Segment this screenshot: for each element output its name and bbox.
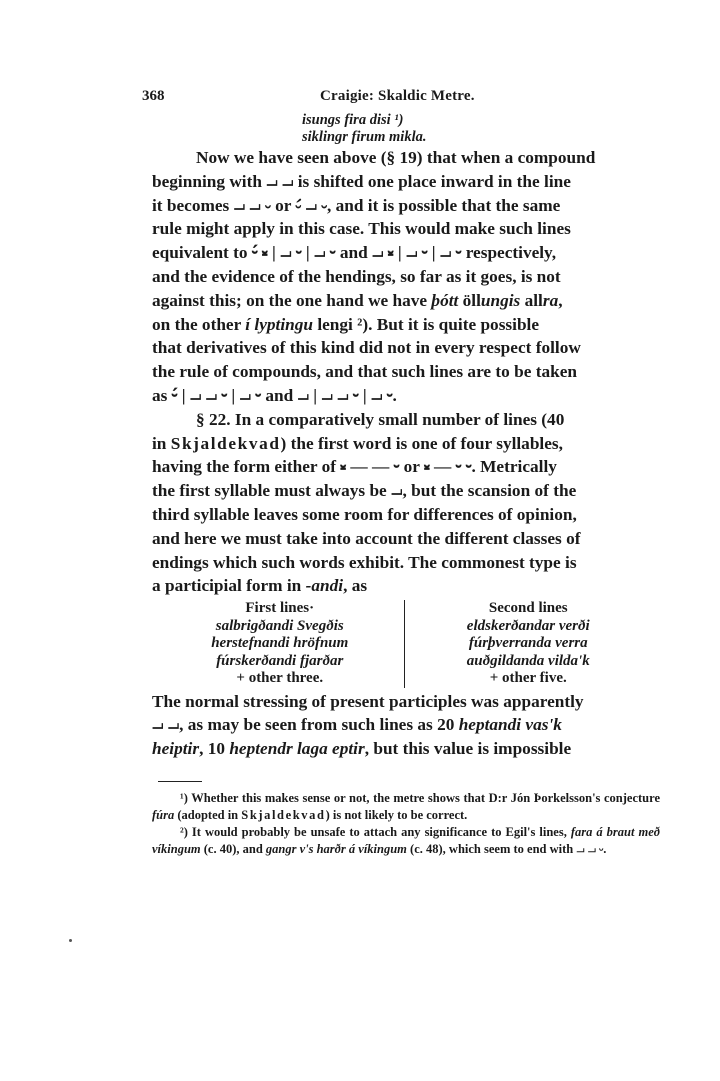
- spaced-title: Skjaldekvad: [170, 433, 281, 453]
- running-title: Craigie: Skaldic Metre.: [320, 88, 475, 104]
- example-line: auðgildanda vilda'k: [466, 652, 590, 669]
- text-line: [152, 432, 660, 456]
- text-run: , but this value is impossible: [364, 739, 572, 759]
- text-line: The normal stressing of present participles was apparently: [152, 691, 584, 711]
- column-header: First lines·: [245, 600, 315, 617]
- other-count: + other three.: [236, 670, 324, 687]
- text-run: ) is not likely to be correct.: [325, 808, 468, 823]
- text-line: that derivatives of this kind did not in every respect follow: [152, 338, 581, 358]
- text-run: ²) It would probably be unsafe to attach any significance to Egil's lines,: [180, 825, 571, 840]
- text-line: as ⏑́ | ⏗ ⏗ ⏑ | ⏗ ⏑ and ⏗ | ⏗ ⏗ ⏑ | ⏗ ⏑.: [152, 385, 397, 405]
- example-line: fúrþverranda verra: [468, 635, 588, 652]
- footnote-2: [152, 824, 660, 858]
- text-line: § 22. In a comparatively small number of lines (40: [196, 409, 565, 429]
- text-line: endings which such words exhibit. The commonest type is: [152, 552, 577, 572]
- paragraph-section-22: [152, 408, 660, 598]
- second-lines-column: [405, 600, 645, 688]
- text-line: beginning with ⏗ ⏗ is shifted one place inward in the line: [152, 171, 571, 191]
- paragraph-participles: [152, 690, 660, 761]
- text-run: ⏗ ⏗, as may be seen from such lines as 20: [152, 715, 459, 735]
- text-run: Þorkelsson's conjecture: [533, 791, 661, 806]
- example-line: eldskerðandar verði: [466, 617, 590, 634]
- italic-run: heptandi vas'k: [458, 715, 562, 735]
- example-line: herstefnandi hröfnum: [211, 635, 349, 652]
- verse-line: isungs fira disi ¹): [302, 112, 404, 128]
- footnote-text: [152, 790, 660, 824]
- italic-run: þótt: [431, 290, 459, 310]
- text-line: Now we have seen above (§ 19) that when a compound: [196, 148, 596, 167]
- italic-run: fara á braut með víkingum: [152, 825, 660, 857]
- other-count: + other five.: [489, 670, 567, 687]
- italic-run: gangr v's harðr á víkingum: [265, 842, 407, 857]
- first-lines-column: [164, 600, 405, 688]
- footnote-1: [152, 790, 660, 824]
- page-header: [142, 88, 660, 112]
- text-line: the rule of compounds, and that such lines are to be taken: [152, 362, 578, 382]
- column-header: Second lines: [488, 600, 568, 617]
- text-run: öll: [458, 290, 481, 310]
- text-run: (adopted in: [174, 808, 242, 823]
- example-line: salbrigðandi Svegðis: [215, 617, 344, 634]
- footnote-divider: [158, 781, 202, 782]
- text-run: a participial form in: [152, 576, 306, 596]
- text-line: having the form either of ⏓ — — ⏑ or ⏓ — ⏑ ⏑. Metrically: [152, 457, 557, 477]
- page-number: 368: [142, 88, 165, 104]
- italic-run: ungis: [480, 290, 521, 310]
- text-line: rule might apply in this case. This would make such lines: [152, 219, 571, 239]
- text-line: [152, 713, 660, 737]
- text-run: , as: [343, 576, 368, 596]
- text-line: [152, 313, 660, 337]
- example-line: fúrskerðandi fjarðar: [216, 652, 344, 669]
- verse-line: siklingr firum mikla.: [302, 129, 427, 145]
- page: [142, 88, 661, 858]
- text-line: [152, 289, 660, 313]
- italic-run: heptendr laga eptir: [229, 739, 365, 759]
- verse-quote: [302, 112, 660, 146]
- text-line: it becomes ⏗ ⏗ ⏑ or ⏑́ ⏗ ⏑, and it is possible that the same: [152, 195, 561, 215]
- italic-run: fúra: [152, 808, 175, 823]
- text-run: in: [152, 433, 171, 453]
- text-line: the first syllable must always be ⏗, but the scansion of the: [152, 481, 577, 501]
- text-run: ¹) Whether this makes sense or not, the metre shows that D:r Jón: [180, 791, 531, 806]
- text-run: lengi ²). But it is quite possible: [313, 314, 540, 334]
- text-line: [152, 737, 660, 761]
- text-line: and here we must take into account the different classes of: [152, 528, 581, 548]
- spaced-title: Skjaldekvad: [241, 808, 326, 823]
- text-line: [152, 574, 660, 598]
- text-run: (c. 48), which seem to end with ⏗ ⏗ ⏑.: [406, 842, 607, 857]
- italic-run: heiptir: [152, 739, 200, 759]
- text-line: equivalent to ⏑́ ⏓ | ⏗ ⏑ | ⏗ ⏑ and ⏗ ⏓ | ⏗ ⏑ | ⏗ ⏑ respectively,: [152, 243, 557, 263]
- text-run: (c. 40), and: [200, 842, 266, 857]
- example-table: [164, 600, 644, 688]
- text-run: , 10: [199, 739, 230, 759]
- text-run: all: [520, 290, 543, 310]
- footnote-text: [152, 824, 660, 858]
- paragraph-compound-shift: [152, 146, 660, 408]
- text-run: ) the first word is one of four syllables,: [280, 433, 563, 453]
- text-run: ,: [558, 290, 563, 310]
- scan-speck: [69, 939, 72, 942]
- text-run: against this; on the one hand we have: [152, 290, 432, 310]
- italic-run: -andi: [305, 576, 344, 596]
- text-line: third syllable leaves some room for differences of opinion,: [152, 504, 577, 524]
- italic-run: ra: [542, 290, 559, 310]
- italic-run: í lyptingu: [245, 314, 313, 334]
- text-line: and the evidence of the hendings, so far as it goes, is not: [152, 266, 561, 286]
- text-run: on the other: [152, 314, 246, 334]
